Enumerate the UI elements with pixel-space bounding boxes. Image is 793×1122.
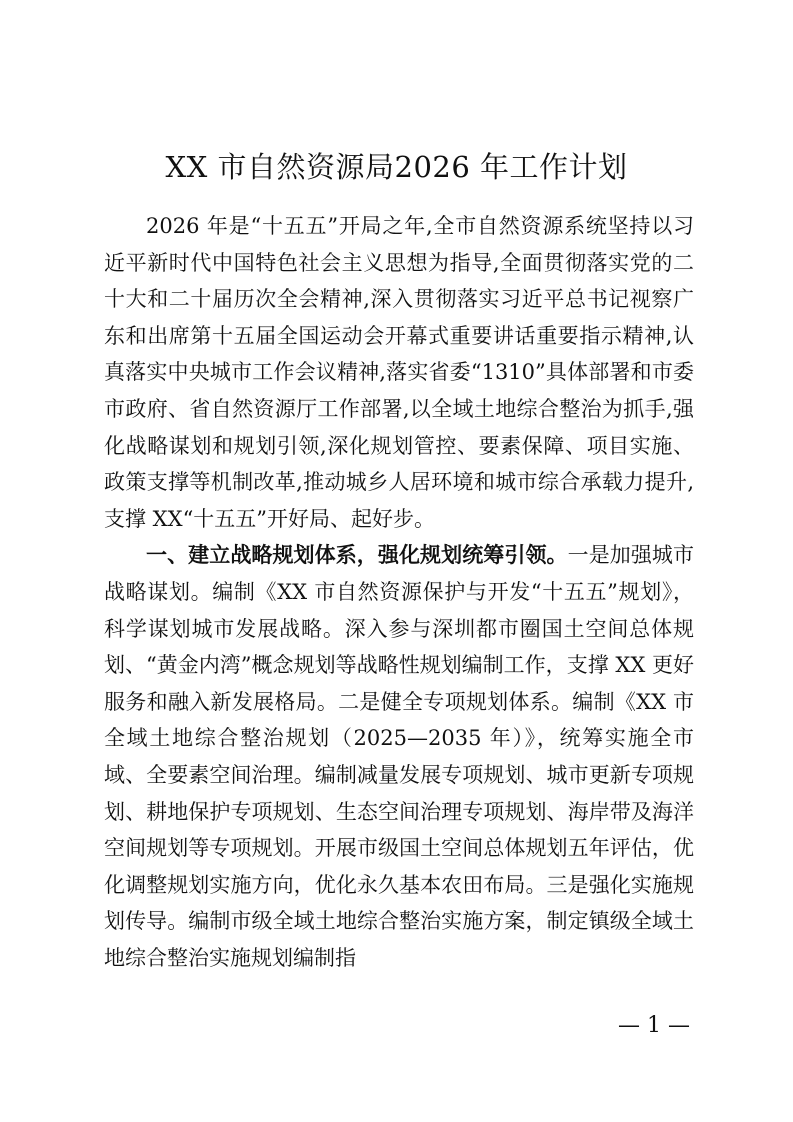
section-one-body: 一是加强城市战略谋划。编制《XX 市自然资源保护与开发“十五五”规划》，科学谋划城市发展战略。深入参与深圳都市圈国土空间总体规划、“黄金内湾”概念规划等战略性规划编制工作，支撑 XX 更好服务和融入新发展格局。二是健全专项规划体系。编制《XX 市全域土地综合整治规划（2025—2035 年）》，统筹实施全市域、全要素空间治理。编制减量发展专项规划、城市更新专项规划、耕地保护专项规划、生态空间治理专项规划、海岸带及海洋空间规划等专项规划。开展市级国土空间总体规划五年评估，优化调整规划实施方向，优化永久基本农田布局。三是强化实施规划传导。编制市级全域土地综合整治实施方案，制定镇级全域土地综合整治实施规划编制指 xyxy=(104,543,695,970)
section-one-heading: 一、建立战略规划体系，强化规划统筹引领。 xyxy=(146,543,568,568)
intro-paragraph: 2026 年是“十五五”开局之年,全市自然资源系统坚持以习近平新时代中国特色社会主义思想为指导,全面贯彻落实党的二十大和二十届历次全会精神,深入贯彻落实习近平总书记视察广东和出席第十五届全国运动会开幕式重要讲话重要指示精神,认真落实中央城市工作会议精神,落实省委“1310”具体部署和市委市政府、省自然资源厅工作部署,以全域土地综合整治为抓手,强化战略谋划和规划引领,深化规划管控、要素保障、项目实施、政策支撑等机制改革,推动城乡人居环境和城市综合承载力提升,支撑 XX“十五五”开好局、起好步。 xyxy=(104,214,694,531)
document-body xyxy=(104,208,694,976)
document-title: XX 市自然资源局2026 年工作计划 xyxy=(165,150,628,184)
page-number: — 1 — xyxy=(618,1013,690,1038)
section-one-paragraph xyxy=(104,537,694,976)
